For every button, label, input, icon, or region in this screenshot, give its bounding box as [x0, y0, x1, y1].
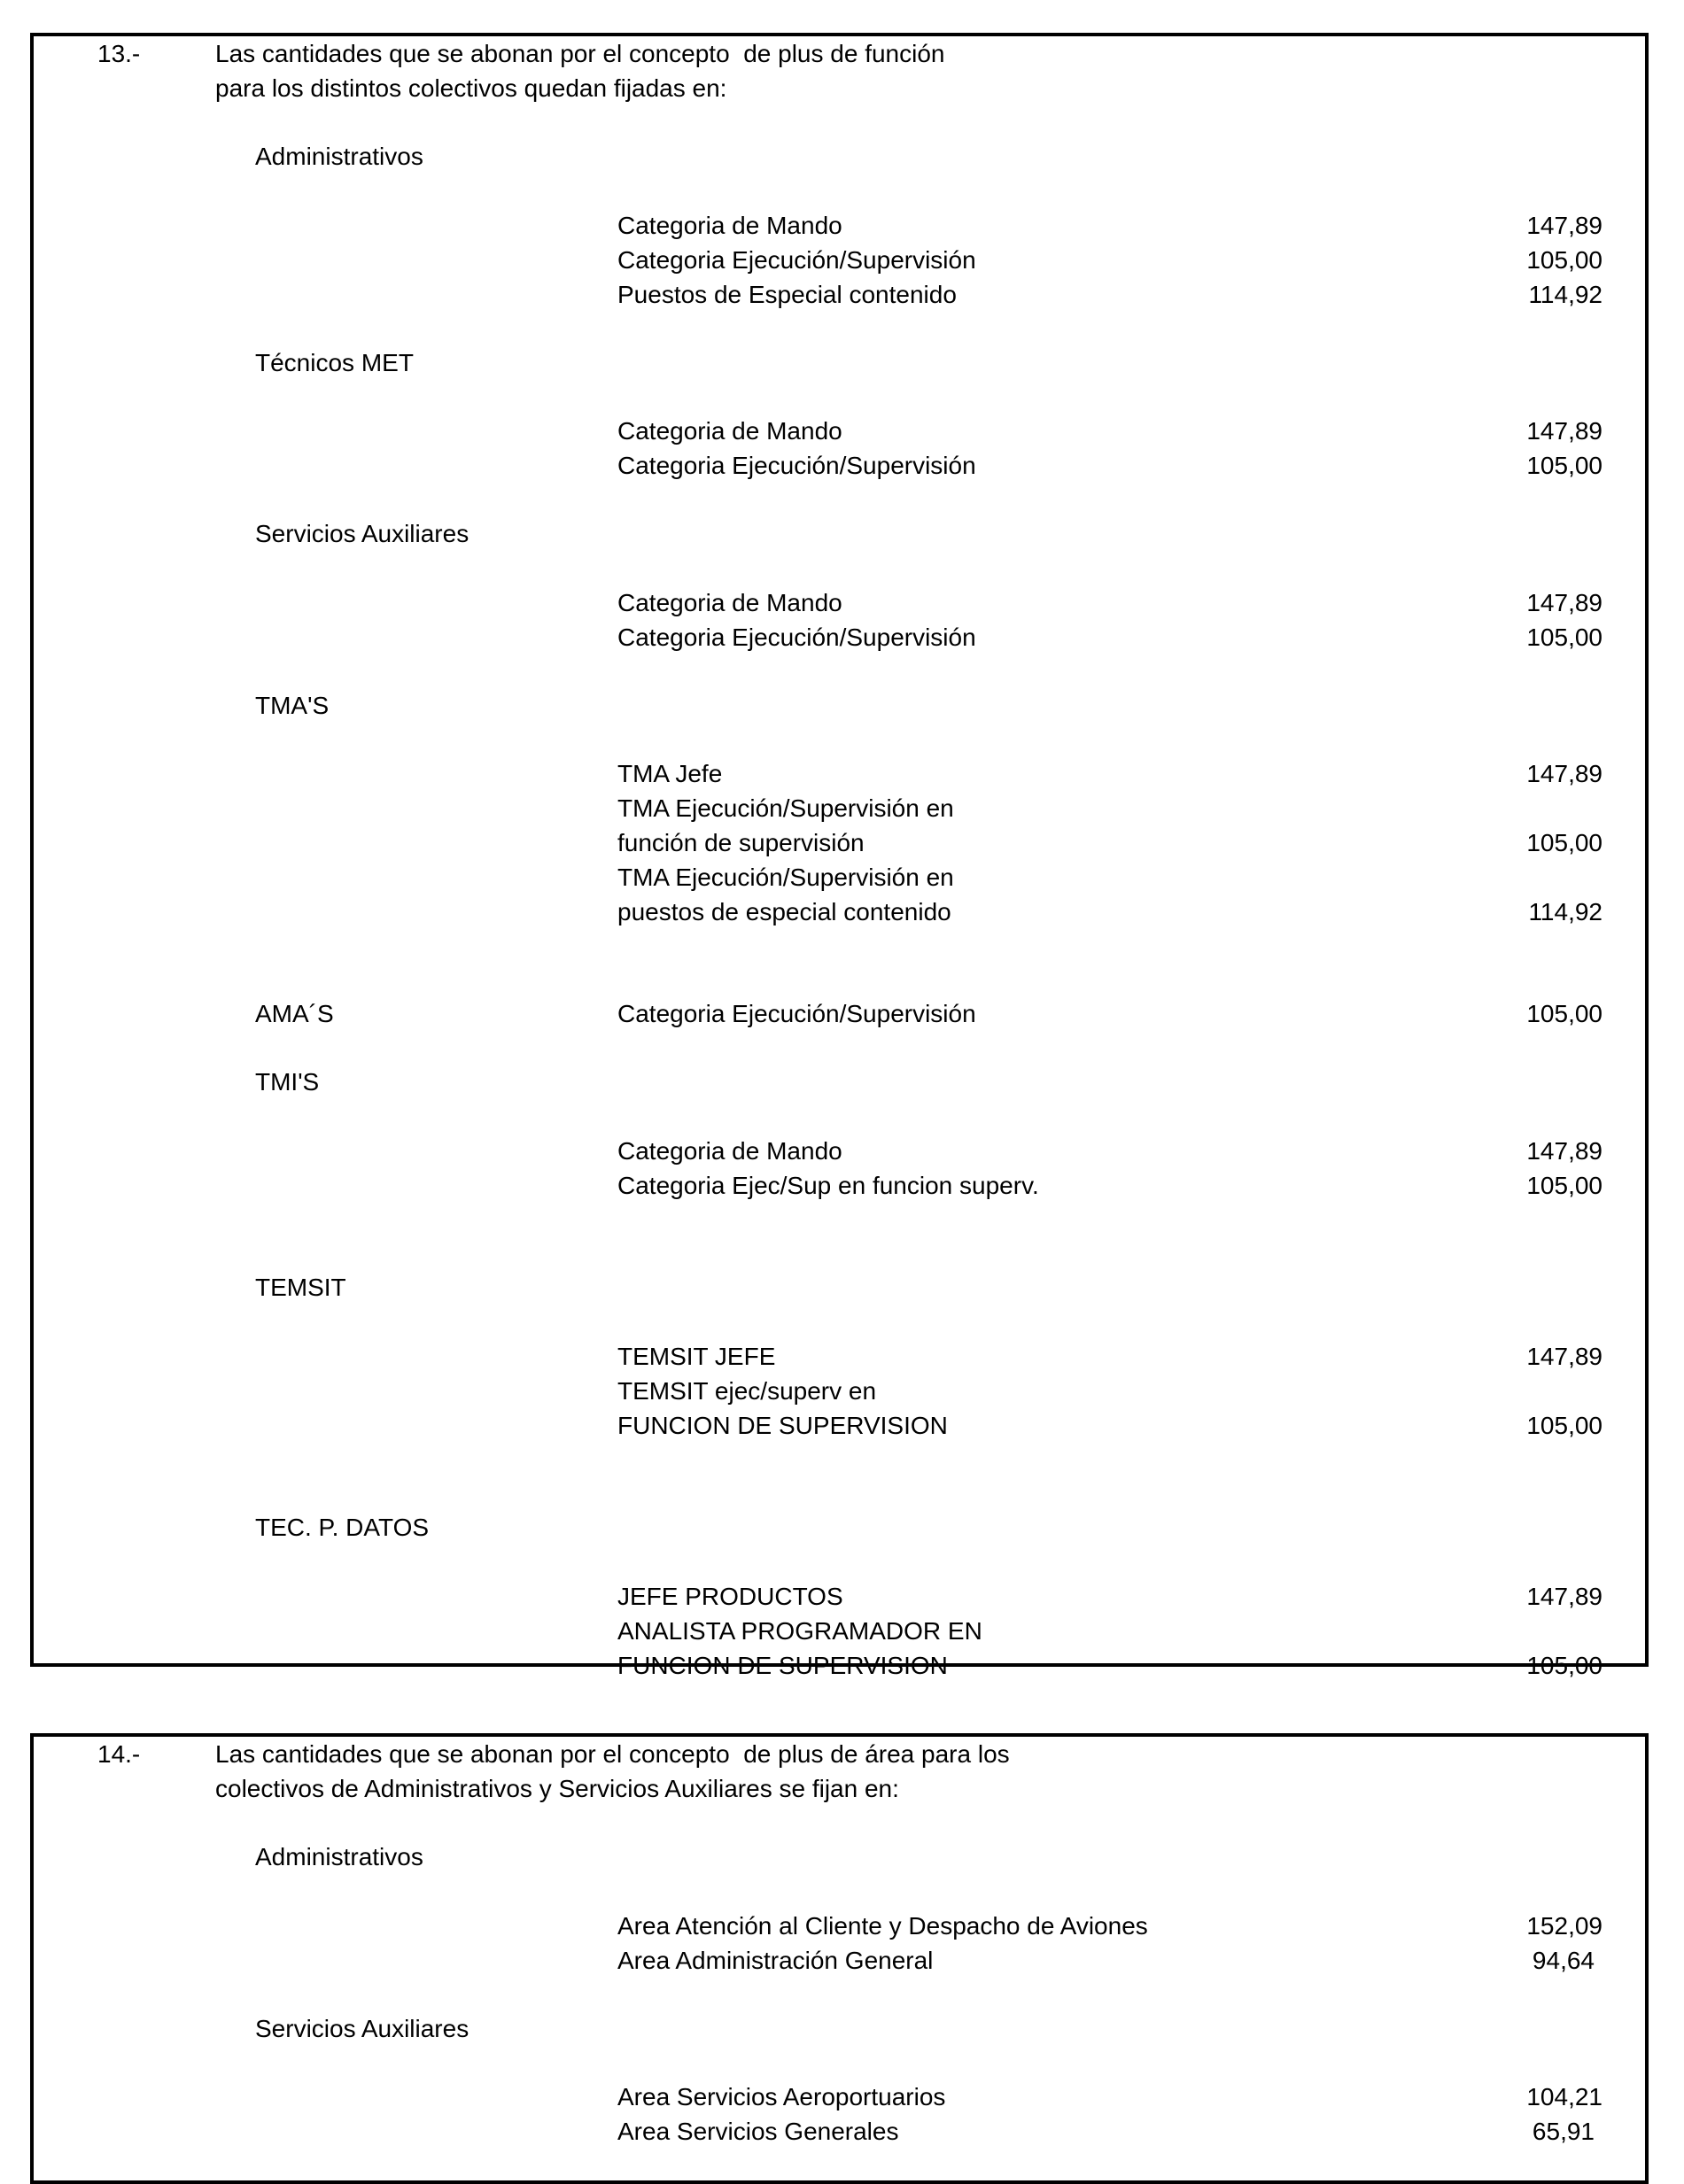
row-label: Categoria Ejec/Sup en funcion superv. — [617, 1172, 1039, 1199]
row-label-line2: puestos de especial contenido — [617, 898, 951, 925]
section-13-intro-line1: Las cantidades que se abonan por el concepto de plus de función — [215, 40, 945, 67]
row-label-line2: FUNCION DE SUPERVISION — [617, 1412, 948, 1439]
row-label-line2: función de supervisión — [617, 829, 865, 856]
row-amount: 147,89 — [1526, 1137, 1603, 1165]
row-label: Categoria de Mando — [617, 1137, 842, 1165]
row-label-line2: FUNCION DE SUPERVISION — [617, 1652, 948, 1679]
row-label: Area Atención al Cliente y Despacho de Aviones — [617, 1912, 1148, 1940]
row-label: Puestos de Especial contenido — [617, 281, 957, 308]
group-heading-servicios-auxiliares: Servicios Auxiliares — [255, 520, 470, 547]
section-13-box — [30, 33, 1649, 1679]
section-14-number: 14.- — [97, 1740, 141, 1768]
row-amount: 105,00 — [1526, 246, 1603, 274]
row-label: TEMSIT JEFE — [617, 1343, 776, 1370]
row-label: Categoria Ejecución/Supervisión — [617, 623, 976, 651]
row-label: Categoria de Mando — [617, 212, 842, 239]
row-label: Categoria Ejecución/Supervisión — [617, 452, 976, 479]
row-amount: 105,00 — [1526, 623, 1603, 651]
row-amount: 147,89 — [1526, 1343, 1603, 1370]
row-amount: 94,64 — [1532, 1947, 1595, 1974]
row-label: Area Servicios Generales — [617, 2118, 899, 2145]
section-13-number: 13.- — [97, 40, 141, 67]
row-amount: 105,00 — [1526, 1172, 1603, 1199]
row-label: Area Administración General — [617, 1947, 934, 1974]
section-14-intro-line2: colectivos de Administrativos y Servicios Auxiliares se fijan en: — [215, 1775, 899, 1802]
group-heading-tmis: TMI'S — [255, 1068, 320, 1096]
section-14-box — [30, 1733, 1649, 2184]
row-label: JEFE PRODUCTOS — [617, 1583, 843, 1610]
row-amount: 65,91 — [1532, 2118, 1595, 2145]
row-label: TMA Jefe — [617, 760, 723, 787]
group-heading-servicios-auxiliares: Servicios Auxiliares — [255, 2015, 470, 2042]
row-label-line1: TMA Ejecución/Supervisión en — [617, 794, 954, 822]
group-heading-tecnicos-met: Técnicos MET — [255, 349, 414, 376]
section-13-intro-line2: para los distintos colectivos quedan fijadas en: — [215, 74, 727, 102]
row-label: Categoria Ejecución/Supervisión — [617, 1000, 976, 1027]
row-amount: 105,00 — [1526, 452, 1603, 479]
row-amount: 147,89 — [1526, 1583, 1603, 1610]
row-label-line1: TEMSIT ejec/superv en — [617, 1377, 877, 1405]
row-label: Area Servicios Aeroportuarios — [617, 2083, 946, 2110]
group-heading-tec-p-datos: TEC. P. DATOS — [255, 1514, 430, 1541]
group-heading-tmas: TMA'S — [255, 692, 330, 719]
group-heading-temsit: TEMSIT — [255, 1274, 346, 1301]
row-amount: 105,00 — [1526, 1000, 1603, 1027]
group-heading-amas: AMA´S — [255, 1000, 334, 1027]
row-amount: 114,92 — [1528, 898, 1603, 925]
row-amount: 114,92 — [1528, 281, 1603, 308]
group-heading-administrativos: Administrativos — [255, 1843, 423, 1870]
row-label: Categoria Ejecución/Supervisión — [617, 246, 976, 274]
row-label-line1: TMA Ejecución/Supervisión en — [617, 864, 954, 891]
group-heading-administrativos: Administrativos — [255, 143, 423, 170]
row-amount: 105,00 — [1526, 1652, 1603, 1679]
row-label: Categoria de Mando — [617, 589, 842, 616]
row-label: Categoria de Mando — [617, 417, 842, 445]
section-14-intro-line1: Las cantidades que se abonan por el concepto de plus de área para los — [215, 1740, 1010, 1768]
row-amount: 147,89 — [1526, 760, 1603, 787]
row-label-line1: ANALISTA PROGRAMADOR EN — [617, 1617, 982, 1645]
row-amount: 147,89 — [1526, 212, 1603, 239]
row-amount: 104,21 — [1526, 2083, 1603, 2110]
row-amount: 152,09 — [1526, 1912, 1603, 1940]
row-amount: 147,89 — [1526, 589, 1603, 616]
row-amount: 105,00 — [1526, 1412, 1603, 1439]
row-amount: 105,00 — [1526, 829, 1603, 856]
row-amount: 147,89 — [1526, 417, 1603, 445]
